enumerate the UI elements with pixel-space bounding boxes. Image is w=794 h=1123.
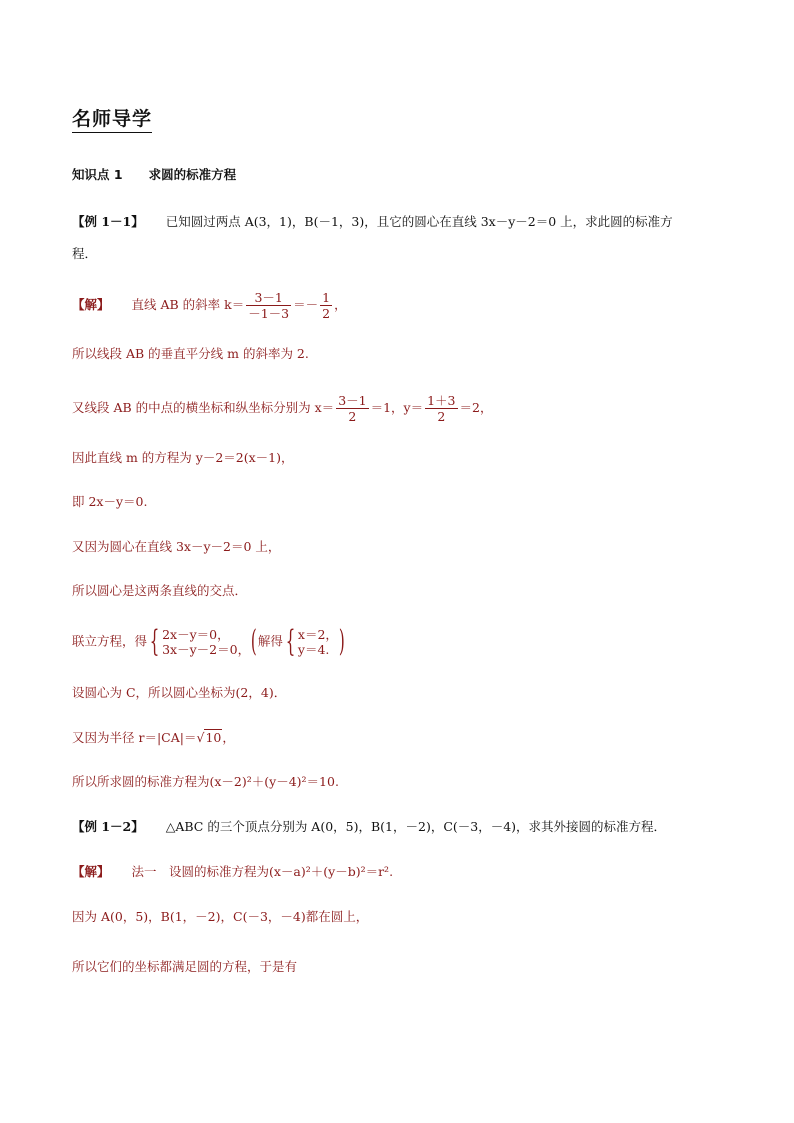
- solution-2-line-3: 所以它们的坐标都满足圆的方程，于是有: [72, 959, 298, 974]
- midpoint-x-fraction: $\frac{3-1}{2}$: [338, 393, 367, 424]
- solution-1-line-4: 因此直线 m 的方程为 y－2＝2(x－1)，: [72, 450, 294, 465]
- solution-1-line-3: 又线段 AB 的中点的横坐标和纵坐标分别为 x＝ $\frac{3-1}{2}$ ＝1，y＝ $\frac{1+3}{2}$ ＝2，: [72, 393, 493, 424]
- sqrt-value: 10: [205, 730, 222, 745]
- solution-2-line-1: 【解】 法一 设圆的标准方程为(x－a)²＋(y－b)²＝r².: [72, 864, 394, 879]
- left-brace-2: {: [285, 624, 296, 659]
- example-1-1: [72, 214, 673, 230]
- section-title: 求圆的标准方程: [148, 167, 237, 182]
- midpoint-y-fraction: $\frac{1+3}{2}$: [427, 393, 456, 424]
- solution-1-line-5: 即 2x－y＝0.: [72, 494, 148, 509]
- slope-text: 直线 AB 的斜率 k＝: [131, 297, 245, 312]
- section-heading: [72, 165, 236, 183]
- solution-1-line-2: 所以线段 AB 的垂直平分线 m 的斜率为 2.: [72, 346, 309, 361]
- example-1-1-tag: 【例 1－1】: [72, 214, 144, 229]
- solution-system: x＝2， y＝4.: [297, 627, 338, 657]
- solution-1-line-7: 所以圆心是这两条直线的交点．: [72, 583, 248, 598]
- slope-result-fraction: $\frac{1}{2}$: [322, 290, 331, 321]
- solution-1-line-8: 联立方程，得{ 2x－y＝0， 3x－y－2＝0， (解得{ x＝2， y＝4. ): [72, 624, 345, 659]
- solution-1-line-9: 设圆心为 C，所以圆心坐标为(2，4)．: [72, 685, 287, 700]
- slope-fraction: $\frac{3-1}{-1-3}$: [248, 290, 290, 321]
- left-paren: (: [251, 624, 257, 659]
- solution-2-tag: 【解】: [72, 864, 110, 879]
- solution-2-line-2: 因为 A(0，5)，B(1，－2)，C(－3，－4)都在圆上，: [72, 909, 369, 924]
- example-1-2-text: △ABC 的三个顶点分别为 A(0，5)，B(1，－2)，C(－3，－4)，求其外接圆的标准方程．: [165, 819, 667, 834]
- example-1-1-text: 已知圆过两点 A(3，1)，B(－1，3)，且它的圆心在直线 3x－y－2＝0 上，求此圆的标准方: [165, 214, 673, 229]
- example-1-2: [72, 819, 666, 835]
- page-title: 名师导学: [72, 104, 152, 133]
- equation-system: 2x－y＝0， 3x－y－2＝0，: [162, 627, 251, 657]
- section-label: 知识点 1: [72, 167, 123, 182]
- left-brace: {: [149, 624, 160, 659]
- example-1-2-tag: 【例 1－2】: [72, 819, 144, 834]
- right-paren: ): [338, 624, 345, 659]
- solution-1-line-1: 【解】 直线 AB 的斜率 k＝ $\frac{3-1}{-1-3}$ ＝－ $\frac{1}{2}$ ，: [72, 290, 347, 321]
- solution-1-line-6: 又因为圆心在直线 3x－y－2＝0 上，: [72, 539, 281, 554]
- example-1-1-continued: 程．: [72, 246, 98, 261]
- solution-1-line-11: 所以所求圆的标准方程为(x－2)²＋(y－4)²＝10.: [72, 774, 339, 789]
- solution-1-line-10: 又因为半径 r＝|CA|＝√10，: [72, 730, 235, 745]
- solution-1-tag: 【解】: [72, 297, 110, 312]
